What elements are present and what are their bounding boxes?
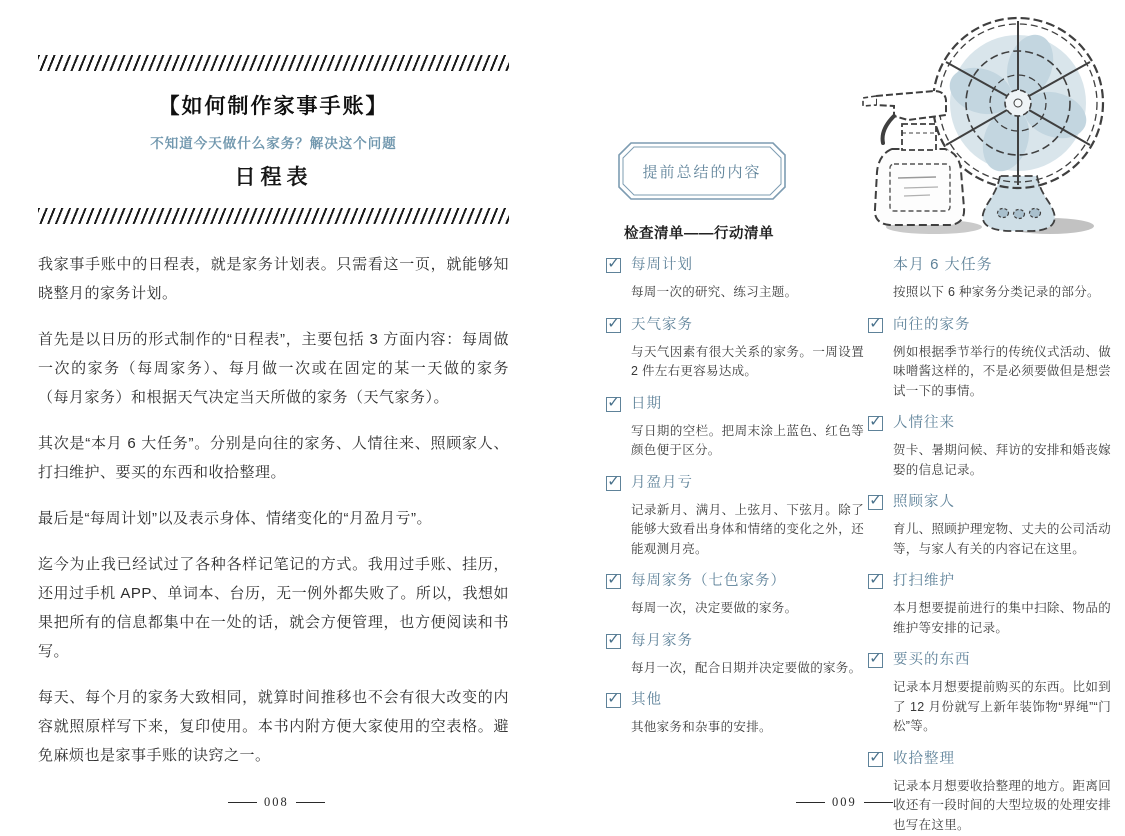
- checklist-item: [868, 316, 1111, 402]
- checkbox-checked-icon: ✓: [869, 413, 882, 430]
- checklist-item-description: 与天气因素有很大关系的家务。一周设置 2 件左右更容易达成。: [631, 344, 864, 378]
- page-number-value: 008: [264, 795, 289, 809]
- checklist-subheading: 检查清单——行动清单: [624, 226, 774, 242]
- checklist-item-label: 收拾整理: [893, 750, 955, 767]
- checklist-item-description: 每月一次，配合日期并决定要做的家务。: [631, 660, 862, 675]
- checkbox-checked-icon: ✓: [869, 492, 882, 509]
- hatch-rule-bottom: [38, 208, 509, 224]
- checklist-item: [606, 395, 864, 461]
- checklist-item-header: [868, 414, 1111, 432]
- paragraph: 其次是“本月 6 大任务”。分别是向往的家务、人情往来、照顾家人、打扫维护、要买的东西和收拾整理。: [38, 435, 509, 481]
- checklist-item-header: [606, 691, 864, 709]
- checklist-item-label: 每周计划: [631, 257, 693, 273]
- paragraph: 每天、每个月的家务大致相同，就算时间推移也不会有很大改变的内容就照原样写下来，复印使用。本书内附方便大家使用的空表格。避免麻烦也是家事手账的诀窍之一。: [38, 689, 509, 764]
- checklist-item-description: 每周一次的研究、练习主题。: [631, 285, 798, 299]
- checklist-item-header: [606, 316, 864, 334]
- left-page: [38, 55, 509, 787]
- checklist-item-header: [606, 632, 864, 650]
- summary-box: [617, 141, 787, 201]
- checkbox-checked-icon: ✓: [607, 472, 620, 490]
- checklist-item-description: 写日期的空栏。把周末涂上蓝色、红色等颜色便于区分。: [631, 423, 864, 457]
- checklist-item-label: 每周家务（七色家务）: [631, 573, 786, 589]
- checklist-item-header: [606, 572, 864, 590]
- checklist-item: [606, 316, 864, 382]
- checkbox-checked-icon: ✓: [869, 314, 882, 332]
- checklist-item: [606, 474, 864, 560]
- checklist-item-description: 记录新月、满月、上弦月、下弦月。除了能够大致看出身体和情绪的变化之外，还能观测月亮。: [631, 502, 864, 556]
- checklist-item-label: 天气家务: [631, 316, 693, 333]
- checklist-item: [868, 651, 1111, 737]
- page-number-right: [796, 795, 893, 810]
- page-number-left: [228, 795, 325, 810]
- hatch-rule-top: [38, 55, 509, 71]
- chapter-title: 【如何制作家事手账】: [158, 94, 389, 118]
- paragraph: 我家事手账中的日程表，就是家务计划表。只需看这一页，就能够知晓整月的家务计划。: [38, 256, 509, 302]
- checklist-item-header: [606, 256, 864, 274]
- spray-bottle-and-fan-illustration: [848, 6, 1120, 236]
- page-number-rule: [796, 802, 825, 803]
- checklist-item: [606, 691, 864, 738]
- checklist-item-header: [868, 572, 1111, 590]
- checklist-item-description: 记录本月想要提前购买的东西。比如到了 12 月份就写上新年装饰物“界绳”“门松”等。: [893, 680, 1111, 733]
- paragraph: 迄今为止我已经试过了各种各样记笔记的方式。我用过手账、挂历，还用过手机 APP、单词本、台历，无一例外都失败了。所以，我想如果把所有的信息都集中在一处的话，就会方便管理，也方便阅读和书写。: [38, 556, 509, 660]
- checklist-item: [606, 572, 864, 619]
- checklist-item-label: 向往的家务: [893, 316, 971, 333]
- tasks-header-row: [868, 256, 1111, 274]
- checklist-column-right: [868, 256, 1111, 836]
- paragraph: 最后是“每周计划”以及表示身体、情绪变化的“月盈月亏”。: [38, 510, 432, 527]
- checklist-item: [868, 750, 1111, 836]
- checklist-item-header: [606, 474, 864, 492]
- checkbox-checked-icon: ✓: [607, 255, 620, 272]
- checkbox-checked-icon: ✓: [607, 393, 620, 411]
- checkbox-checked-icon: ✓: [869, 650, 882, 667]
- page-number-rule: [864, 802, 893, 803]
- checklist-item: [868, 572, 1111, 638]
- body-text: [38, 250, 509, 770]
- checkbox-checked-icon: ✓: [869, 748, 882, 766]
- checkbox-checked-icon: ✓: [607, 314, 620, 332]
- page-number-value: 009: [832, 795, 857, 809]
- tasks-header-description: 按照以下 6 种家务分类记录的部分。: [893, 285, 1100, 299]
- checklist-item-header: [868, 750, 1111, 768]
- checklist-item-label: 照顾家人: [893, 494, 955, 510]
- chapter-subtitle: 不知道今天做什么家务？解决这个问题: [150, 136, 397, 151]
- checklist-item-label: 月盈月亏: [631, 474, 693, 491]
- checklist-item-header: [868, 316, 1111, 334]
- checklist-item-label: 要买的东西: [893, 652, 971, 668]
- checklist-item-label: 其他: [631, 692, 662, 708]
- checklist-column-left: [606, 256, 864, 751]
- checkbox-checked-icon: ✓: [607, 630, 620, 648]
- checklist-item-label: 日期: [631, 395, 662, 412]
- page-number-rule: [228, 802, 257, 803]
- checklist-item-description: 其他家务和杂事的安排。: [631, 720, 772, 734]
- summary-box-label: 提前总结的内容: [642, 163, 762, 181]
- section-title: 日程表: [234, 166, 313, 189]
- checkbox-checked-icon: ✓: [607, 690, 620, 707]
- checklist-item-label: 每月家务: [631, 632, 693, 649]
- checklist-item-header: [606, 395, 864, 413]
- checklist-item: [606, 256, 864, 303]
- checklist-item-description: 每周一次，决定要做的家务。: [631, 601, 798, 615]
- checklist-item: [868, 414, 1111, 480]
- checklist-item-description: 例如根据季节举行的传统仪式活动、做味噌酱这样的，不是必须要做但是想尝试一下的事情。: [893, 344, 1111, 398]
- checklist-item: [606, 632, 864, 679]
- tasks-header: [868, 256, 1111, 303]
- checkbox-checked-icon: ✓: [869, 571, 882, 588]
- checklist-item-header: [868, 493, 1111, 511]
- checkbox-checked-icon: ✓: [607, 571, 620, 588]
- checklist-item: [868, 493, 1111, 559]
- checklist-item-description: 育儿、照顾护理宠物、丈夫的公司活动等，与家人有关的内容记在这里。: [893, 522, 1111, 556]
- checklist-item-label: 打扫维护: [893, 573, 955, 589]
- checklist-item-description: 本月想要提前进行的集中扫除、物品的维护等安排的记录。: [893, 601, 1111, 635]
- checklist-item-description: 记录本月想要收拾整理的地方。距离回收还有一段时间的大型垃圾的处理安排也写在这里。: [893, 778, 1111, 832]
- checklist-item-label: 人情往来: [893, 415, 955, 431]
- paragraph: 首先是以日历的形式制作的“日程表”，主要包括 3 方面内容：每周做一次的家务（每周家务）、每月做一次或在固定的某一天做的家务（每月家务）和根据天气决定当天所做的家务（天气家务）。: [38, 331, 509, 406]
- tasks-header-label: 本月 6 大任务: [893, 256, 993, 273]
- checklist-item-header: [868, 651, 1111, 669]
- page-number-rule: [296, 802, 325, 803]
- checklist-item-description: 贺卡、暑期问候、拜访的安排和婚丧嫁娶的信息记录。: [893, 443, 1111, 477]
